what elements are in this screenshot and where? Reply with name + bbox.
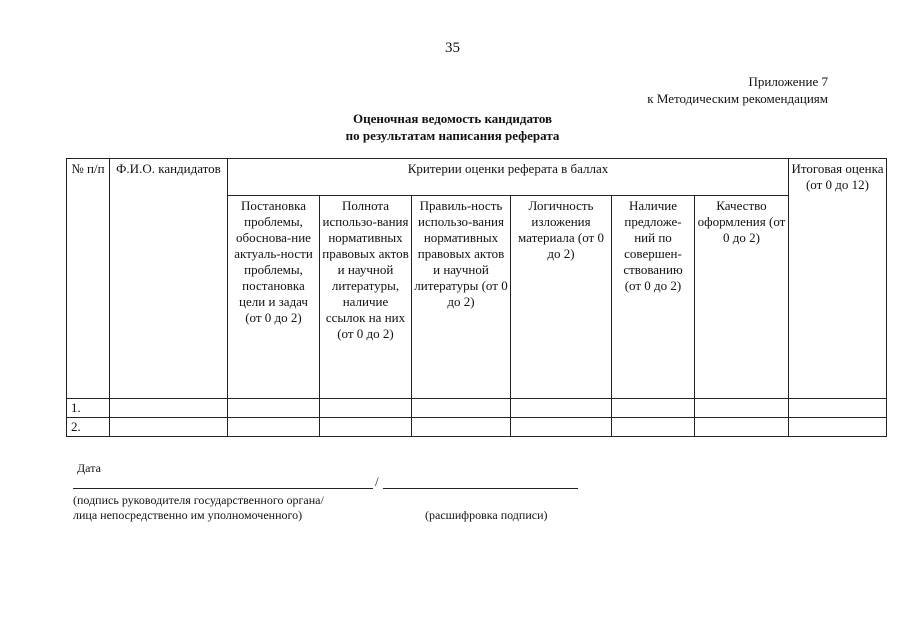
- header-fio: Ф.И.О. кандидатов: [110, 159, 228, 399]
- score-table: [66, 158, 887, 437]
- decoding-caption: (расшифровка подписи): [425, 508, 548, 522]
- cell-criterion-5[interactable]: [612, 418, 695, 437]
- cell-fio[interactable]: [110, 399, 228, 418]
- cell-criterion-4[interactable]: [511, 399, 612, 418]
- cell-fio[interactable]: [110, 418, 228, 437]
- header-num: № п/п: [67, 159, 110, 399]
- signature-caption-line-1: (подпись руководителя государственного органа/: [73, 493, 324, 507]
- cell-total[interactable]: [789, 399, 887, 418]
- cell-criterion-6[interactable]: [695, 418, 789, 437]
- criterion-4: Логичность изложения материала (от 0 до 2): [511, 196, 612, 399]
- cell-criterion-3[interactable]: [412, 418, 511, 437]
- cell-criterion-6[interactable]: [695, 399, 789, 418]
- cell-criterion-3[interactable]: [412, 399, 511, 418]
- table-row: [67, 418, 887, 437]
- document-title: [0, 110, 905, 144]
- signature-line[interactable]: [73, 488, 373, 489]
- title-line-1: Оценочная ведомость кандидатов: [352, 111, 553, 126]
- criterion-3: Правиль-ность использо-вания нормативных правовых актов и научной литературы (от 0 до 2): [412, 196, 511, 399]
- appendix-line-2: к Методическим рекомендациям: [647, 91, 828, 106]
- header-criteria-group: Критерии оценки реферата в баллах: [228, 159, 789, 196]
- table-row: [67, 399, 887, 418]
- cell-criterion-2[interactable]: [320, 399, 412, 418]
- criterion-6: Качество оформления (от 0 до 2): [695, 196, 789, 399]
- date-label: Дата: [77, 461, 101, 475]
- signature-decoding-line[interactable]: [383, 488, 578, 489]
- page-number: 35: [445, 40, 460, 56]
- header-total: Итоговая оценка (от 0 до 12): [789, 159, 887, 399]
- cell-criterion-4[interactable]: [511, 418, 612, 437]
- appendix-line-1: Приложение 7: [748, 74, 828, 89]
- signature-caption: [73, 493, 324, 523]
- cell-total[interactable]: [789, 418, 887, 437]
- signature-caption-line-2: лица непосредственно им уполномоченного): [73, 508, 303, 522]
- cell-criterion-2[interactable]: [320, 418, 412, 437]
- criterion-5: Наличие предложе-ний по совершен-ствованию (от 0 до 2): [612, 196, 695, 399]
- title-line-2: по результатам написания реферата: [345, 128, 560, 143]
- appendix-reference: [647, 73, 828, 107]
- cell-criterion-1[interactable]: [228, 399, 320, 418]
- row-number: 2.: [67, 418, 110, 437]
- cell-criterion-1[interactable]: [228, 418, 320, 437]
- row-number: 1.: [67, 399, 110, 418]
- criterion-2: Полнота использо-вания нормативных правовых актов и научной литературы, наличие ссылок на них (от 0 до 2): [320, 196, 412, 399]
- cell-criterion-5[interactable]: [612, 399, 695, 418]
- criterion-1: Постановка проблемы, обоснова-ние актуаль-ности проблемы, постановка цели и задач (от 0 до 2): [228, 196, 320, 399]
- signature-separator: /: [375, 474, 379, 489]
